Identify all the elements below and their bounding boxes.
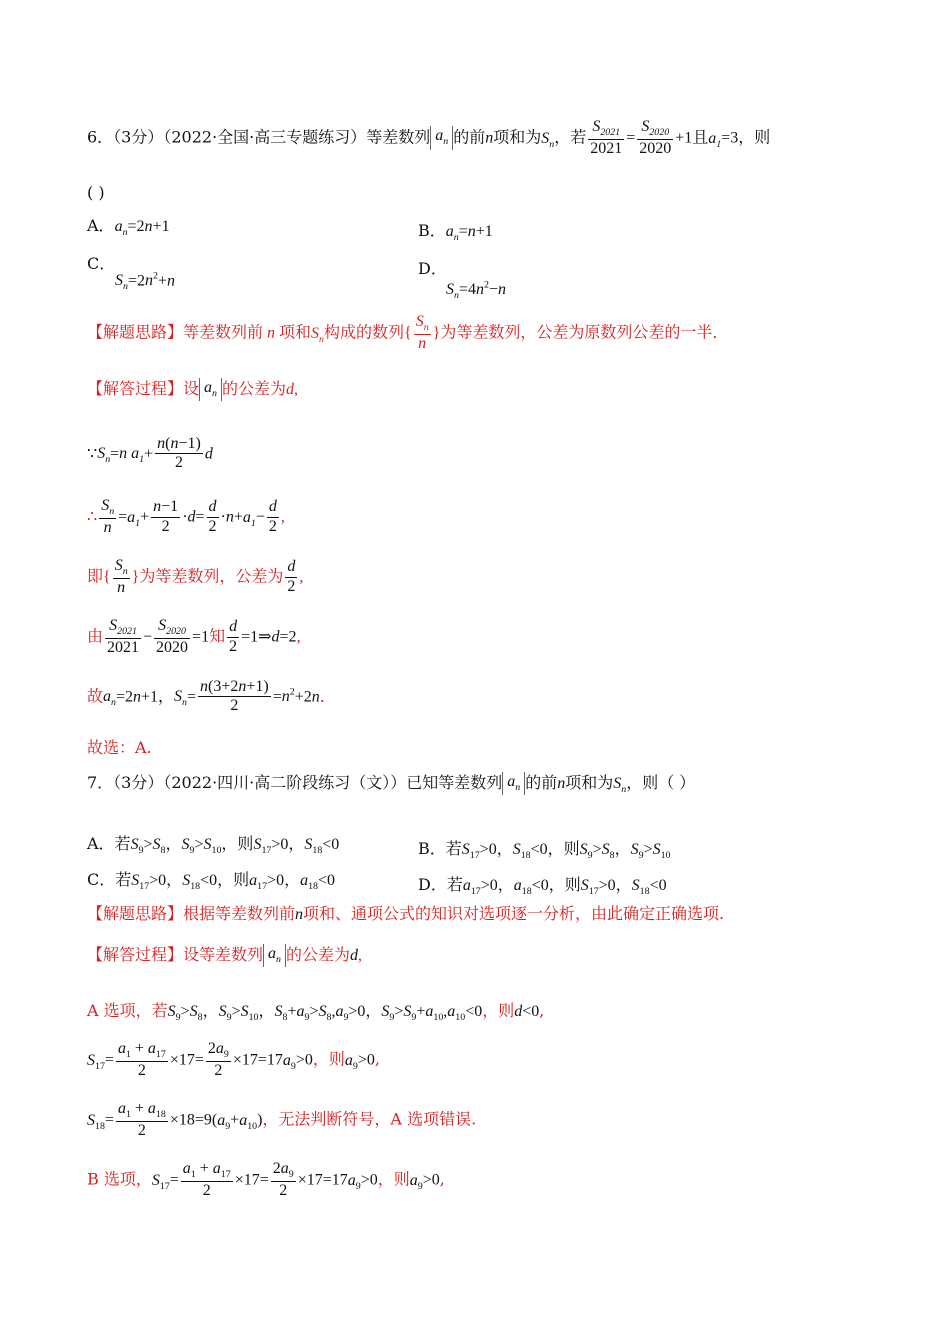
q6-mid1: 的前 bbox=[453, 127, 486, 147]
q6-eq1: $\because S_n=n$ $a_1+$ $\frac{n(n-1)}{2}$ d bbox=[87, 435, 213, 472]
then-red: 则 bbox=[328, 1049, 345, 1069]
q7-option-d: D．若$a_{17}>0$，$a_{18}<0$，则$S_{17}>0$，$S_{18}<0$ bbox=[418, 875, 667, 898]
q7-line-b: B 选项，$S_{17}=$ $\frac{a_1 + a_{17}}{2}$ ×17= $\frac{2a_9}{2}$ $\times 17=17a_9>0$，则$a_9>0$, bbox=[87, 1160, 445, 1199]
seq-an: $a_n$ bbox=[430, 126, 453, 149]
q6-header: 6．（3分）（2022·全国·高三专题练习）等差数列 bbox=[87, 127, 431, 147]
q7-think: 【解题思路】根据等差数列前n项和、通项公式的知识对选项逐一分析，由此确定正确选项. bbox=[87, 904, 725, 923]
then-text: 则 bbox=[564, 875, 581, 894]
think-label: 【解题思路】 bbox=[87, 322, 184, 342]
q7-header: 7．（3分）（2022·四川·高二阶段练习（文））已知等差数列 bbox=[87, 773, 503, 793]
q6-stem: 6．（3分）（2022·全国·高三专题练习）等差数列 $a_n$ 的前n项和为$S_n$，若 $\frac{S_{2021}}{2021}$ = $\frac{S_{2020}}{2020}$ +1且$a_1=3$，则 bbox=[87, 118, 771, 157]
q7-option-a: A．若$S_9>S_8$，$S_9>S_{10}$，则$S_{17}>0$，$S_{18}<0$ bbox=[87, 834, 340, 857]
think-text: 等差数列前 bbox=[183, 322, 264, 342]
option-d-label: D． bbox=[418, 259, 447, 278]
then-text: 则 bbox=[237, 834, 254, 853]
q6-eq3: 即{ $\frac{S_n}{n}$ }为等差数列，公差为 $\frac{d}{2}$ , bbox=[87, 557, 304, 596]
q7-option-c: C．若$S_{17}>0$，$S_{18}<0$，则$a_{17}>0$，$a_{18}<0$ bbox=[87, 870, 336, 893]
process-text: 设 bbox=[183, 379, 200, 399]
option-a-label: A． bbox=[87, 216, 115, 235]
think-text: 项和、通项公式的知识对选项逐一分析，由此确定正确选项. bbox=[303, 904, 725, 923]
option-c-label: C．若 bbox=[87, 870, 132, 889]
think-text: 根据等差数列前 bbox=[183, 904, 296, 923]
q7-mid2: 项和为 bbox=[565, 773, 614, 793]
q6-eq4: 由 $\frac{S_{2021}}{2021}$ − $\frac{S_{2020}}{2020}$ =1知 $\frac{d}{2}$ =1⇒d=2, bbox=[87, 617, 301, 656]
option-a-label: A．若 bbox=[87, 834, 131, 853]
q6-mid3: ，若 bbox=[554, 127, 587, 147]
think-text: 项和 bbox=[279, 322, 312, 342]
option-b-label: B．若 bbox=[418, 839, 462, 858]
then-text: 则 bbox=[233, 870, 250, 889]
q6-think: 【解题思路】等差数列前 n 项和$S_n$构成的数列{ $\frac{S_n}{n}$ }为等差数列，公差为原数列公差的一半． bbox=[87, 313, 729, 352]
option-d-label: D．若 bbox=[418, 875, 463, 894]
frac-s2021: $\frac{S_{2021}}{2021}$ bbox=[590, 118, 623, 157]
q6-eq5: 故$a_n=2n+1$，$S_n=$ $\frac{n(3+2n+1)}{2}$ $=n^2+2n$． bbox=[87, 678, 336, 715]
b-option-label: B 选项， bbox=[87, 1169, 152, 1189]
q7-eq-s17: $S_{17}=$ $\frac{a_1 + a_{17}}{2}$ ×17= $\frac{2a_9}{2}$ $\times 17=17a_9>0$，则$a_9>0$, bbox=[87, 1040, 380, 1079]
ji-text: 即 bbox=[87, 566, 104, 586]
q6-option-a: A．$a_n=2n+1$ bbox=[87, 216, 170, 239]
ji-text2: 为等差数列，公差为 bbox=[139, 566, 284, 586]
q7-option-b: B．若$S_{17}>0$，$S_{18}<0$，则$S_9>S_8$，$S_9>S_{10}$ bbox=[418, 839, 671, 862]
q6-paren: ( ) bbox=[87, 183, 105, 202]
q6-choose: 故选：A. bbox=[87, 738, 152, 757]
q7-eq-s18: $S_{18}=$ $\frac{a_1 + a_{18}}{2}$ $\times 18=9(a_9+a_{10})$，无法判断符号，A 选项错误. bbox=[87, 1100, 477, 1139]
var-n: n bbox=[485, 129, 494, 147]
process-label: 【解答过程】 bbox=[87, 945, 184, 965]
process-text: 的公差为 bbox=[285, 945, 350, 965]
option-b-label: B． bbox=[418, 221, 446, 240]
process-text: 的公差为 bbox=[221, 379, 286, 399]
gu-text: 故 bbox=[87, 686, 104, 706]
process-text: 设等差数列 bbox=[183, 945, 264, 965]
q6-mid2: 项和为 bbox=[493, 127, 542, 147]
think-text: 构成的数列 bbox=[324, 322, 405, 342]
q6-process: 【解答过程】设 $a_n$ 的公差为d, bbox=[87, 379, 298, 400]
var-sn: $S_n$ bbox=[541, 129, 555, 150]
option-c-label: C． bbox=[87, 254, 116, 273]
q7-tail: ，则（ ） bbox=[626, 773, 696, 793]
frac-s2020: $\frac{S_{2020}}{2020}$ bbox=[639, 118, 672, 157]
q6-tail: ，则 bbox=[738, 127, 771, 147]
q7-stem: 7．（3分）（2022·四川·高二阶段练习（文））已知等差数列 $a_n$ 的前n项和为$S_n$，则（ ） bbox=[87, 773, 696, 796]
q7-mid1: 的前 bbox=[525, 773, 558, 793]
q7-line-a: A 选项，若$S_9>S_8$，$S_9>S_{10}$，$S_8+a_9>S_8,a_9>0$，$S_9>S_9+a_{10},a_{10}<0$，则d<0, bbox=[87, 1001, 545, 1024]
then-red: 则 bbox=[393, 1169, 410, 1189]
a-option-label: A 选项，若 bbox=[87, 1001, 168, 1020]
q6-eq2: ∴ $\frac{S_n}{n}$ $=a_1+$ $\frac{n-1}{2}$ ·d= $\frac{d}{2}$ $\cdot n+a_1-$ $\frac{d}{2}$ , bbox=[87, 497, 285, 536]
then-text: 则 bbox=[563, 839, 580, 858]
you-text: 由 bbox=[87, 626, 104, 646]
q7-process: 【解答过程】设等差数列 $a_n$ 的公差为d, bbox=[87, 945, 362, 966]
q6-option-d: D． $S_n=4n^2-n$ bbox=[418, 259, 506, 302]
zhi-text: 知 bbox=[209, 626, 226, 646]
cannot-text: ，无法判断符号，A 选项错误. bbox=[262, 1109, 477, 1129]
q6-mid4: 且 bbox=[692, 127, 709, 147]
process-label: 【解答过程】 bbox=[87, 379, 184, 399]
q6-option-b: B．$a_n=n+1$ bbox=[418, 221, 493, 244]
think-text: 为等差数列，公差为原数列公差的一半． bbox=[440, 322, 729, 342]
think-label: 【解题思路】 bbox=[87, 904, 184, 923]
then-red: 则 bbox=[498, 1001, 515, 1020]
q6-option-c: C． $S_n=2n^2+n$ bbox=[87, 254, 175, 293]
